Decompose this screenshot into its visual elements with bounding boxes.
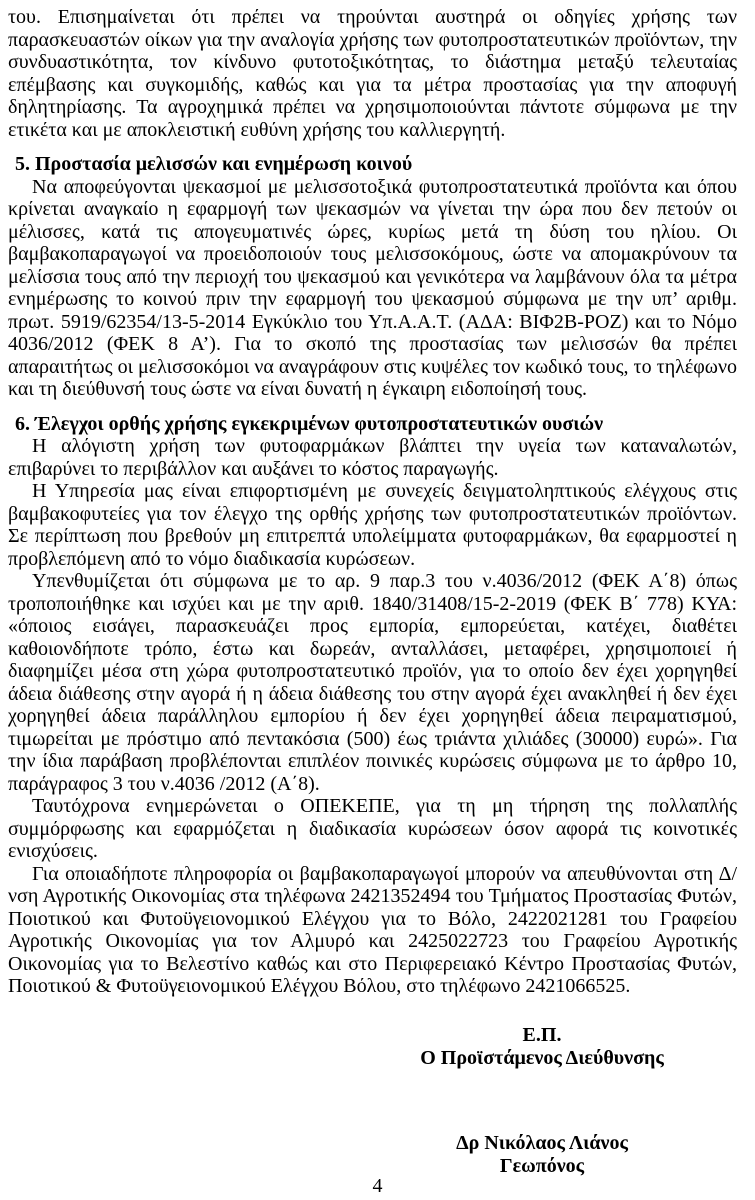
signature-block-name — [329, 1132, 755, 1178]
section-6-paragraph-3: Υπενθυμίζεται ότι σύμφωνα με το αρ. 9 παρ.3 του ν.4036/2012 (ΦΕΚ Α΄8) όπως τροποποιήθηκε και ισχύει και με την αριθ. 1840/31408/15-2-2019 (ΦΕΚ Β΄ 778) ΚΥΑ: «όποιος εισάγει, παρασκευάζει προς εμπορία, εμπορεύεται, κατέχει, διαθέτει καθοιονδήποτε τρόπο, έστω και δωρεάν, ανταλλάσει, μεταφέρει, χρησιμοποιεί ή διαφημίζει μέσα στη χώρα φυτοπροστατευτικό προϊόν, για το οποίο δεν έχει χορηγηθεί άδεια διάθεσης στην αγορά ή η άδεια διάθεσης του στην αγορά έχει ανακληθεί ή δεν έχει χορηγηθεί άδεια παράλληλου εμπορίου ή δεν έχει χορηγηθεί άδεια πειραματισμού, τιμωρείται με πρόστιμο από πεντακόσια (500) έως τριάντα χιλιάδες (30000) ευρώ». Για την ίδια παράβαση προβλέπονται επιπλέον ποινικές κυρώσεις σύμφωνα με το άρθρο 10, παράγραφος 3 του ν.4036 /2012 (Α΄8). — [8, 570, 737, 795]
signature-director-title: Ο Προϊστάμενος Διεύθυνσης — [420, 1047, 664, 1069]
section-5-paragraph: Να αποφεύγονται ψεκασμοί με μελισσοτοξικά φυτοπροστατευτικά προϊόντα και όπου κρίνεται αναγκαίο η εφαρμογή των ψεκασμών να γίνεται την ώρα που δεν πετούν οι μέλισσες, κατά τις απογευματινές ώρες, κυρίως μετά τη δύση του ηλίου. Οι βαμβακοπαραγωγοί να προειδοποιούν τους μελισσοκόμους, ώστε να απομακρύνουν τα μελίσσια τους από την περιοχή του ψεκασμού και γενικότερα να λαμβάνουν όλα τα μέτρα ενημέρωσης το κοινού πριν την εφαρμογή του ψεκασμού σύμφωνα με την υπ’ αριθμ. πρωτ. 5919/62354/13-5-2014 Εγκύκλιο του Υπ.Α.Α.Τ. (ΑΔΑ: ΒΙΦ2Β-ΡΟΖ) και το Νόμο 4036/2012 (ΦΕΚ 8 Α’). Για το σκοπό της προστασίας των μελισσών θα πρέπει απαραιτήτως οι μελισσοκόμοι να αναγράφουν στις κυψέλες τον κωδικό τους, το τηλέφωνο και τη διεύθυνσή τους ώστε να είναι δυνατή η έγκαιρη ειδοποίησή τους. — [8, 175, 737, 400]
section-5-heading: 5. Προστασία μελισσών και ενημέρωση κοινού — [15, 153, 413, 175]
section-6-paragraph-5: Για οποιαδήποτε πληροφορία οι βαμβακοπαραγωγοί μπορούν να απευθύνονται στη Δ/νση Αγροτικής Οικονομίας στα τηλέφωνα 2421352494 του Τμήματος Προστασίας Φυτών, Ποιοτικού και Φυτοϋγειονομικού Ελέγχου για το Βόλο, 2422021281 του Γραφείου Αγροτικής Οικονομίας για τον Αλμυρό και 2425022723 του Γραφείου Αγροτικής Οικονομίας για το Βελεστίνο καθώς και στο Περιφερειακό Κέντρο Προστασίας Φυτών, Ποιοτικού & Φυτοϋγειονομικού Ελέγχου Βόλου, στο τηλέφωνο 2421066525. — [8, 862, 737, 997]
signature-ep-label: Ε.Π. — [522, 1024, 562, 1046]
section-6-heading: 6. Έλεγχοι ορθής χρήσης εγκεκριμένων φυτοπροστατευτικών ουσιών — [15, 412, 604, 435]
signature-person-role: Γεωπόνος — [499, 1155, 585, 1177]
section-6-paragraph-1: Η αλόγιστη χρήση των φυτοφαρμάκων βλάπτει την υγεία των καταναλωτών, επιβαρύνει το περιβάλλον και αυξάνει το κόστος παραγωγής. — [8, 435, 737, 480]
section-6-paragraph-4: Ταυτόχρονα ενημερώνεται ο ΟΠΕΚΕΠΕ, για τη μη τήρηση της πολλαπλής συμμόρφωσης και εφαρμόζεται η διαδικασία κυρώσεων όσον αφορά τις κοινοτικές ενισχύσεις. — [8, 795, 737, 862]
paragraph-continuation: του. Επισημαίνεται ότι πρέπει να τηρούνται αυστηρά οι οδηγίες χρήσης των παρασκευαστών οίκων για την αναλογία χρήσης των φυτοπροστατευτικών προϊόντων, την συνδυαστικότητα, τον κίνδυνο φυτοτοξικότητας, το διάστημα μεταξύ τελευταίας επέμβασης και συγκομιδής, καθώς και για τα μέτρα προστασίας για την αποφυγή δηλητηρίασης. Τα αγροχημικά πρέπει να χρησιμοποιούνται πάντοτε σύμφωνα με την ετικέτα και με αποκλειστική ευθύνη χρήσης του καλλιεργητή. — [8, 6, 737, 141]
section-6-paragraph-2: Η Υπηρεσία μας είναι επιφορτισμένη με συνεχείς δειγματοληπτικούς ελέγχους στις βαμβακοφυτείες για τον έλεγχο της ορθής χρήσης των φυτοπροστατευτικών προϊόντων. Σε περίπτωση που βρεθούν μη επιτρεπτά υπολείμματα φυτοφαρμάκων, θα εφαρμοστεί η προβλεπόμενη από το νόμο διαδικασία κυρώσεων. — [8, 480, 737, 570]
signature-block-acting — [329, 1024, 755, 1070]
page-number: 4 — [372, 1174, 383, 1197]
signature-person-name: Δρ Νικόλαος Λιάνος — [456, 1132, 628, 1154]
